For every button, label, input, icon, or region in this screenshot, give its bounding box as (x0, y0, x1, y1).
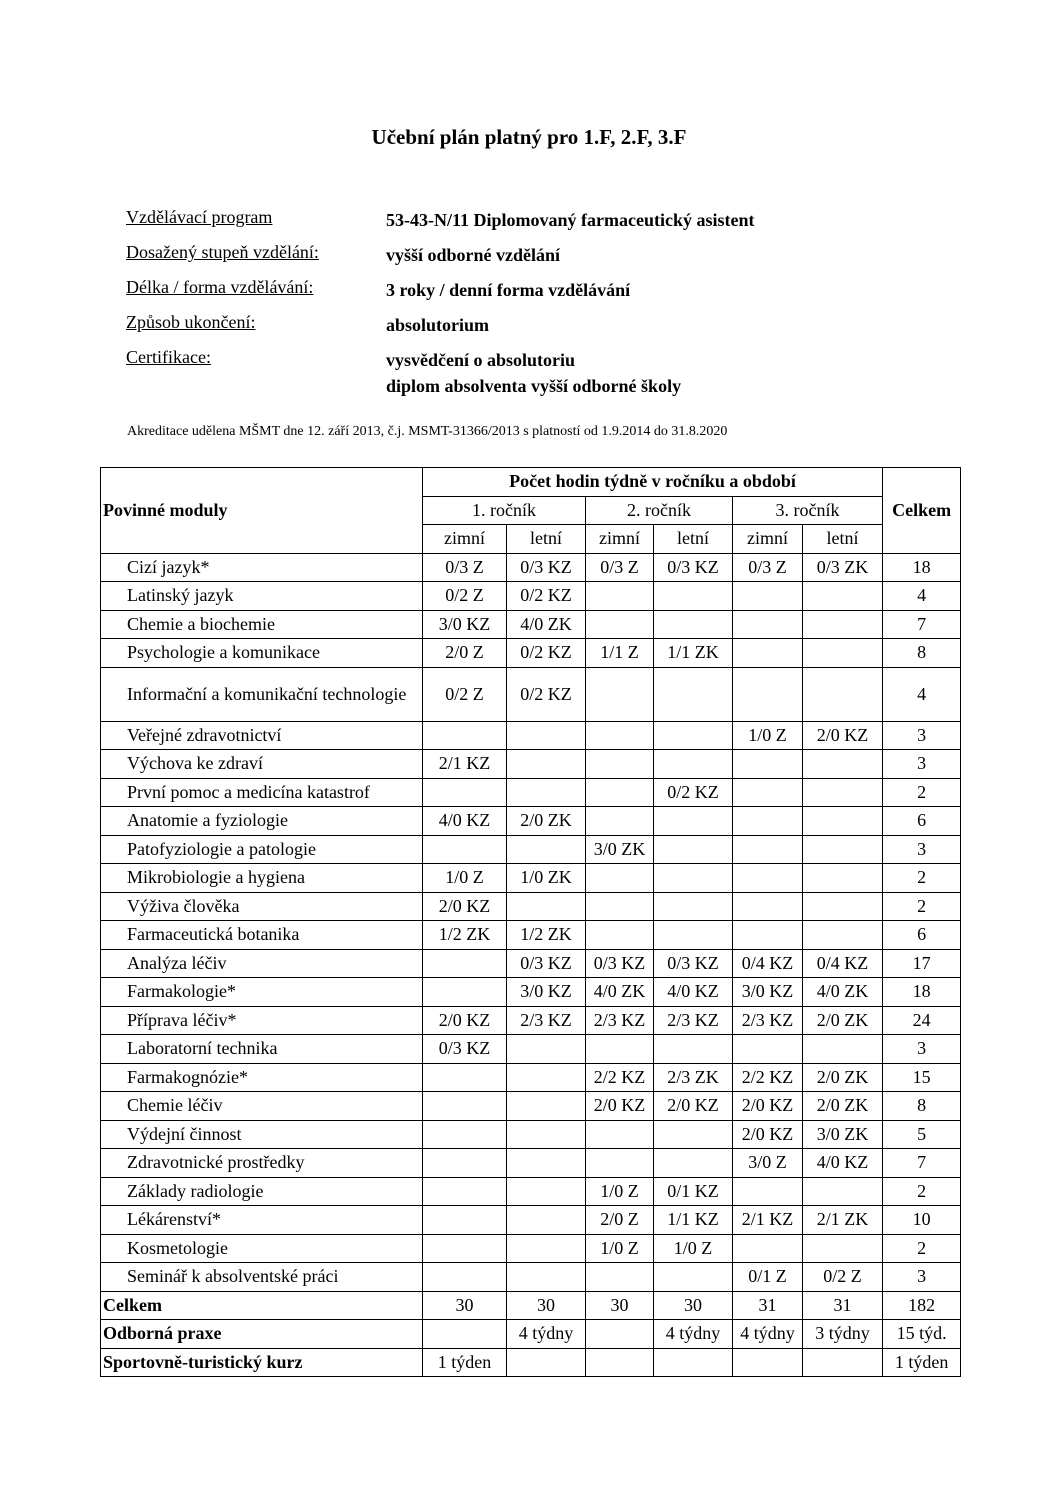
module-name: Informační a komunikační technologie (101, 667, 423, 721)
hours-cell: 0/3 KZ (423, 1035, 507, 1064)
hours-cell: 0/3 KZ (654, 553, 733, 582)
hours-cell: 2/0 ZK (803, 1063, 883, 1092)
hours-cell (733, 864, 803, 893)
summary-row (101, 1291, 961, 1320)
hours-cell (423, 1263, 507, 1292)
hours-cell: 30 (654, 1291, 733, 1320)
module-name: Sportovně-turistický kurz (101, 1348, 423, 1377)
hours-cell: 0/2 Z (423, 582, 507, 611)
total-cell: 3 (883, 1035, 961, 1064)
hours-cell (586, 1348, 654, 1377)
hours-cell (803, 892, 883, 921)
hours-cell: 4 týdny (507, 1320, 586, 1349)
total-cell: 2 (883, 1234, 961, 1263)
hours-cell (423, 1206, 507, 1235)
hours-cell (733, 921, 803, 950)
header-term: zimní (423, 525, 507, 554)
hours-cell (733, 750, 803, 779)
hours-cell (586, 610, 654, 639)
hours-cell (803, 1177, 883, 1206)
table-row (101, 1206, 961, 1235)
hours-cell (803, 778, 883, 807)
table-row (101, 582, 961, 611)
hours-cell (507, 1149, 586, 1178)
hours-cell (733, 1348, 803, 1377)
table-row (101, 1149, 961, 1178)
info-value-line: vysvědčení o absolutoriu (386, 350, 576, 370)
total-cell: 7 (883, 1149, 961, 1178)
total-cell: 4 (883, 667, 961, 721)
module-name: Příprava léčiv* (101, 1006, 423, 1035)
module-name: Farmaceutická botanika (101, 921, 423, 950)
hours-cell: 1/0 Z (586, 1177, 654, 1206)
hours-cell: 3/0 KZ (733, 978, 803, 1007)
hours-cell (803, 835, 883, 864)
hours-cell (423, 949, 507, 978)
hours-cell (586, 1320, 654, 1349)
hours-cell: 4/0 KZ (803, 1149, 883, 1178)
hours-cell: 0/2 KZ (507, 582, 586, 611)
hours-cell: 2/1 KZ (733, 1206, 803, 1235)
table-row (101, 1120, 961, 1149)
hours-cell (423, 835, 507, 864)
hours-cell (586, 892, 654, 921)
hours-cell (803, 921, 883, 950)
hours-cell: 1/1 KZ (654, 1206, 733, 1235)
hours-cell: 1/1 ZK (654, 639, 733, 668)
info-value-line: 3 roky / denní forma vzdělávání (386, 280, 631, 300)
module-name: Výchova ke zdraví (101, 750, 423, 779)
hours-cell: 2/1 KZ (423, 750, 507, 779)
table-row (101, 978, 961, 1007)
module-name: Patofyziologie a patologie (101, 835, 423, 864)
total-cell: 2 (883, 1177, 961, 1206)
table-row (101, 1177, 961, 1206)
hours-cell (586, 721, 654, 750)
total-cell: 1 týden (883, 1348, 961, 1377)
total-cell: 15 týd. (883, 1320, 961, 1349)
hours-cell (507, 1263, 586, 1292)
module-name: Chemie a biochemie (101, 610, 423, 639)
table-row (101, 778, 961, 807)
table-row (101, 921, 961, 950)
module-name: Odborná praxe (101, 1320, 423, 1349)
module-name: Veřejné zdravotnictví (101, 721, 423, 750)
info-label: Certifikace: (126, 347, 211, 367)
hours-cell (586, 807, 654, 836)
module-name: Cizí jazyk* (101, 553, 423, 582)
hours-cell: 4/0 ZK (803, 978, 883, 1007)
header-total: Celkem (883, 468, 961, 554)
hours-cell (586, 667, 654, 721)
hours-cell (733, 1035, 803, 1064)
hours-cell: 2/0 ZK (803, 1092, 883, 1121)
hours-cell (654, 582, 733, 611)
total-cell: 2 (883, 778, 961, 807)
hours-cell: 2/0 Z (423, 639, 507, 668)
table-row (101, 1006, 961, 1035)
hours-cell: 3/0 KZ (423, 610, 507, 639)
hours-cell: 2/0 KZ (733, 1092, 803, 1121)
hours-cell (803, 750, 883, 779)
table-row (101, 1063, 961, 1092)
hours-cell: 2/0 KZ (803, 721, 883, 750)
info-label: Způsob ukončení: (126, 312, 256, 332)
hours-cell: 0/2 KZ (654, 778, 733, 807)
hours-cell (654, 1035, 733, 1064)
hours-cell (423, 1092, 507, 1121)
total-cell: 6 (883, 807, 961, 836)
info-value (386, 207, 754, 242)
hours-cell (803, 667, 883, 721)
total-cell: 182 (883, 1291, 961, 1320)
hours-cell (423, 1234, 507, 1263)
hours-cell: 0/1 KZ (654, 1177, 733, 1206)
hours-cell (803, 1035, 883, 1064)
hours-cell (733, 610, 803, 639)
table-row (101, 721, 961, 750)
hours-cell (586, 1263, 654, 1292)
header-year: 2. ročník (586, 496, 733, 525)
table-row (101, 1234, 961, 1263)
program-info (126, 207, 754, 399)
hours-cell (507, 1234, 586, 1263)
total-cell: 10 (883, 1206, 961, 1235)
hours-cell: 30 (507, 1291, 586, 1320)
module-name: Farmakologie* (101, 978, 423, 1007)
hours-cell (733, 1234, 803, 1263)
info-value-line: diplom absolventa vyšší odborné školy (386, 376, 682, 396)
hours-cell: 0/2 KZ (507, 639, 586, 668)
hours-cell (507, 1120, 586, 1149)
hours-cell: 2/0 ZK (803, 1006, 883, 1035)
hours-cell: 1/0 Z (733, 721, 803, 750)
hours-cell (733, 892, 803, 921)
header-term: zimní (586, 525, 654, 554)
total-cell: 2 (883, 864, 961, 893)
hours-cell (586, 1120, 654, 1149)
info-value (386, 277, 630, 312)
hours-cell (733, 667, 803, 721)
hours-cell: 0/3 KZ (507, 553, 586, 582)
hours-cell: 0/3 ZK (803, 553, 883, 582)
hours-cell (803, 807, 883, 836)
hours-cell (733, 639, 803, 668)
hours-cell (654, 1120, 733, 1149)
hours-cell: 2/3 KZ (507, 1006, 586, 1035)
hours-cell: 0/3 KZ (507, 949, 586, 978)
hours-cell: 1/0 ZK (507, 864, 586, 893)
module-name: Základy radiologie (101, 1177, 423, 1206)
hours-cell: 1 týden (423, 1348, 507, 1377)
hours-cell (423, 1320, 507, 1349)
module-name: Výživa člověka (101, 892, 423, 921)
hours-cell: 4/0 KZ (654, 978, 733, 1007)
table-row (101, 807, 961, 836)
module-name: Zdravotnické prostředky (101, 1149, 423, 1178)
module-name: Lékárenství* (101, 1206, 423, 1235)
hours-cell (654, 1348, 733, 1377)
header-term: letní (654, 525, 733, 554)
page-title: Učební plán platný pro 1.F, 2.F, 3.F (371, 125, 687, 149)
hours-cell: 30 (423, 1291, 507, 1320)
module-name: Seminář k absolventské práci (101, 1263, 423, 1292)
hours-cell: 2/3 KZ (586, 1006, 654, 1035)
hours-cell (507, 1092, 586, 1121)
info-value (386, 347, 681, 399)
hours-cell: 0/3 Z (586, 553, 654, 582)
hours-cell: 2/0 KZ (586, 1092, 654, 1121)
hours-cell (507, 835, 586, 864)
total-cell: 15 (883, 1063, 961, 1092)
table-row (101, 1035, 961, 1064)
header-modules: Povinné moduly (101, 468, 423, 554)
hours-cell (733, 582, 803, 611)
hours-cell: 1/0 Z (586, 1234, 654, 1263)
hours-cell: 0/2 KZ (507, 667, 586, 721)
header-year: 1. ročník (423, 496, 586, 525)
hours-cell (586, 1035, 654, 1064)
hours-cell (507, 1348, 586, 1377)
hours-cell (654, 864, 733, 893)
hours-cell: 2/3 ZK (654, 1063, 733, 1092)
total-cell: 4 (883, 582, 961, 611)
table-row (101, 639, 961, 668)
hours-cell (654, 721, 733, 750)
hours-cell (423, 778, 507, 807)
table-row (101, 553, 961, 582)
hours-cell (423, 721, 507, 750)
hours-cell (423, 1149, 507, 1178)
hours-cell (507, 721, 586, 750)
hours-cell (507, 1177, 586, 1206)
hours-cell: 1/0 Z (423, 864, 507, 893)
hours-cell: 1/0 Z (654, 1234, 733, 1263)
hours-cell (423, 978, 507, 1007)
info-row-completion (126, 312, 754, 347)
hours-cell (586, 864, 654, 893)
hours-cell: 3/0 ZK (586, 835, 654, 864)
hours-cell: 0/1 Z (733, 1263, 803, 1292)
hours-cell (654, 921, 733, 950)
hours-cell (803, 864, 883, 893)
hours-cell (803, 639, 883, 668)
info-row-certification (126, 347, 754, 399)
total-cell: 2 (883, 892, 961, 921)
total-cell: 17 (883, 949, 961, 978)
hours-cell (803, 610, 883, 639)
module-name: Anatomie a fyziologie (101, 807, 423, 836)
hours-cell: 0/2 Z (803, 1263, 883, 1292)
table-row (101, 949, 961, 978)
info-label: Dosažený stupeň vzdělání: (126, 242, 319, 262)
total-cell: 24 (883, 1006, 961, 1035)
hours-cell (507, 892, 586, 921)
info-row-level (126, 242, 754, 277)
table-row (101, 610, 961, 639)
module-name: Analýza léčiv (101, 949, 423, 978)
module-name: První pomoc a medicína katastrof (101, 778, 423, 807)
table-row (101, 864, 961, 893)
info-value-line: vyšší odborné vzdělání (386, 245, 561, 265)
hours-cell: 0/4 KZ (733, 949, 803, 978)
header-term: letní (507, 525, 586, 554)
hours-cell (423, 1063, 507, 1092)
curriculum-table (100, 467, 961, 1377)
hours-cell: 2/0 KZ (654, 1092, 733, 1121)
module-name: Kosmetologie (101, 1234, 423, 1263)
hours-cell (733, 807, 803, 836)
hours-cell: 4/0 KZ (423, 807, 507, 836)
table-row (101, 1263, 961, 1292)
table-row (101, 750, 961, 779)
total-cell: 3 (883, 835, 961, 864)
total-cell: 3 (883, 750, 961, 779)
hours-cell (586, 778, 654, 807)
info-value (386, 312, 489, 347)
hours-cell: 30 (586, 1291, 654, 1320)
hours-cell: 0/3 KZ (654, 949, 733, 978)
hours-cell: 2/0 ZK (507, 807, 586, 836)
total-cell: 3 (883, 1263, 961, 1292)
hours-cell (654, 750, 733, 779)
hours-cell: 2/0 Z (586, 1206, 654, 1235)
hours-cell: 2/3 KZ (654, 1006, 733, 1035)
hours-cell (654, 1149, 733, 1178)
info-value-line: absolutorium (386, 315, 490, 335)
hours-cell: 2/0 KZ (423, 1006, 507, 1035)
hours-cell: 2/1 ZK (803, 1206, 883, 1235)
total-cell: 8 (883, 1092, 961, 1121)
hours-cell: 2/2 KZ (586, 1063, 654, 1092)
hours-cell (803, 1234, 883, 1263)
total-cell: 18 (883, 978, 961, 1007)
total-cell: 7 (883, 610, 961, 639)
hours-cell: 0/4 KZ (803, 949, 883, 978)
hours-cell (586, 750, 654, 779)
accreditation-note: Akreditace udělena MŠMT dne 12. září 2013, č.j. MSMT-31366/2013 s platností od 1.9.2014 do 31.8.2020 (127, 424, 728, 439)
hours-cell: 3 týdny (803, 1320, 883, 1349)
total-cell: 3 (883, 721, 961, 750)
header-term: zimní (733, 525, 803, 554)
hours-cell (654, 610, 733, 639)
hours-cell (654, 892, 733, 921)
hours-cell: 0/3 KZ (586, 949, 654, 978)
module-name: Farmakognózie* (101, 1063, 423, 1092)
hours-cell (586, 1149, 654, 1178)
hours-cell: 3/0 ZK (803, 1120, 883, 1149)
summary-row (101, 1320, 961, 1349)
info-value (386, 242, 560, 277)
hours-cell: 1/2 ZK (507, 921, 586, 950)
module-name: Chemie léčiv (101, 1092, 423, 1121)
total-cell: 5 (883, 1120, 961, 1149)
hours-cell: 31 (733, 1291, 803, 1320)
header-hours: Počet hodin týdně v ročníku a období (423, 468, 883, 497)
hours-cell (507, 1063, 586, 1092)
table-row (101, 1092, 961, 1121)
hours-cell (507, 750, 586, 779)
curriculum-body (101, 553, 961, 1377)
hours-cell: 0/3 Z (733, 553, 803, 582)
hours-cell: 3/0 Z (733, 1149, 803, 1178)
hours-cell: 4 týdny (733, 1320, 803, 1349)
hours-cell: 4/0 ZK (586, 978, 654, 1007)
total-cell: 8 (883, 639, 961, 668)
table-row (101, 835, 961, 864)
module-name: Laboratorní technika (101, 1035, 423, 1064)
hours-cell: 3/0 KZ (507, 978, 586, 1007)
hours-cell (654, 1263, 733, 1292)
hours-cell: 4/0 ZK (507, 610, 586, 639)
summary-row (101, 1348, 961, 1377)
hours-cell: 2/0 KZ (733, 1120, 803, 1149)
hours-cell (507, 778, 586, 807)
hours-cell: 2/2 KZ (733, 1063, 803, 1092)
hours-cell: 2/3 KZ (733, 1006, 803, 1035)
hours-cell: 0/3 Z (423, 553, 507, 582)
header-term: letní (803, 525, 883, 554)
hours-cell (423, 1120, 507, 1149)
hours-cell (803, 1348, 883, 1377)
header-year: 3. ročník (733, 496, 883, 525)
hours-cell: 31 (803, 1291, 883, 1320)
hours-cell (733, 778, 803, 807)
hours-cell (586, 921, 654, 950)
header-row (101, 468, 961, 497)
hours-cell (803, 582, 883, 611)
info-label: Vzdělávací program (126, 207, 273, 227)
module-name: Mikrobiologie a hygiena (101, 864, 423, 893)
hours-cell (654, 667, 733, 721)
table-row (101, 892, 961, 921)
hours-cell: 2/0 KZ (423, 892, 507, 921)
info-row-duration (126, 277, 754, 312)
total-cell: 18 (883, 553, 961, 582)
table-row (101, 667, 961, 721)
hours-cell (733, 835, 803, 864)
module-name: Latinský jazyk (101, 582, 423, 611)
hours-cell (507, 1035, 586, 1064)
hours-cell (654, 835, 733, 864)
hours-cell (423, 1177, 507, 1206)
hours-cell (733, 1177, 803, 1206)
info-label: Délka / forma vzdělávání: (126, 277, 314, 297)
hours-cell (507, 1206, 586, 1235)
hours-cell: 1/1 Z (586, 639, 654, 668)
module-name: Psychologie a komunikace (101, 639, 423, 668)
hours-cell: 0/2 Z (423, 667, 507, 721)
info-row-program (126, 207, 754, 242)
total-cell: 6 (883, 921, 961, 950)
info-value-line: 53-43-N/11 Diplomovaný farmaceutický asistent (386, 210, 755, 230)
hours-cell (586, 582, 654, 611)
hours-cell: 1/2 ZK (423, 921, 507, 950)
module-name: Celkem (101, 1291, 423, 1320)
module-name: Výdejní činnost (101, 1120, 423, 1149)
hours-cell (654, 807, 733, 836)
hours-cell: 4 týdny (654, 1320, 733, 1349)
